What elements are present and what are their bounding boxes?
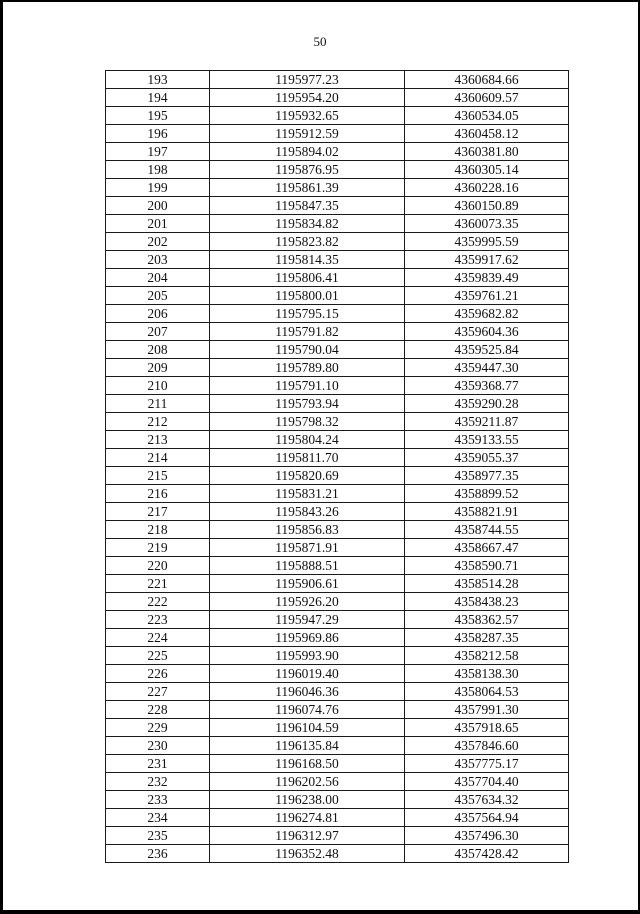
point-number-cell: 194 xyxy=(106,89,210,107)
x-coordinate-cell: 1195834.82 xyxy=(210,215,405,233)
y-coordinate-cell: 4357496.30 xyxy=(405,827,569,845)
point-number-cell: 203 xyxy=(106,251,210,269)
point-number-cell: 196 xyxy=(106,125,210,143)
x-coordinate-cell: 1195789.80 xyxy=(210,359,405,377)
x-coordinate-cell: 1196202.56 xyxy=(210,773,405,791)
point-number-cell: 198 xyxy=(106,161,210,179)
table-row xyxy=(106,89,569,107)
scan-border-left xyxy=(0,0,3,914)
table-row xyxy=(106,719,569,737)
x-coordinate-cell: 1195861.39 xyxy=(210,179,405,197)
point-number-cell: 232 xyxy=(106,773,210,791)
x-coordinate-cell: 1196352.48 xyxy=(210,845,405,863)
point-number-cell: 226 xyxy=(106,665,210,683)
y-coordinate-cell: 4359995.59 xyxy=(405,233,569,251)
x-coordinate-cell: 1195791.10 xyxy=(210,377,405,395)
point-number-cell: 219 xyxy=(106,539,210,557)
table-row xyxy=(106,377,569,395)
table-row xyxy=(106,413,569,431)
table-row xyxy=(106,701,569,719)
point-number-cell: 200 xyxy=(106,197,210,215)
x-coordinate-cell: 1195847.35 xyxy=(210,197,405,215)
table-row xyxy=(106,593,569,611)
point-number-cell: 213 xyxy=(106,431,210,449)
table-row xyxy=(106,251,569,269)
x-coordinate-cell: 1195831.21 xyxy=(210,485,405,503)
x-coordinate-cell: 1195969.86 xyxy=(210,629,405,647)
x-coordinate-cell: 1196238.00 xyxy=(210,791,405,809)
point-number-cell: 193 xyxy=(106,71,210,89)
x-coordinate-cell: 1195790.04 xyxy=(210,341,405,359)
x-coordinate-cell: 1195977.23 xyxy=(210,71,405,89)
y-coordinate-cell: 4359525.84 xyxy=(405,341,569,359)
point-number-cell: 224 xyxy=(106,629,210,647)
point-number-cell: 212 xyxy=(106,413,210,431)
point-number-cell: 227 xyxy=(106,683,210,701)
x-coordinate-cell: 1195947.29 xyxy=(210,611,405,629)
y-coordinate-cell: 4359761.21 xyxy=(405,287,569,305)
y-coordinate-cell: 4357704.40 xyxy=(405,773,569,791)
point-number-cell: 220 xyxy=(106,557,210,575)
table-row xyxy=(106,395,569,413)
table-row xyxy=(106,179,569,197)
point-number-cell: 211 xyxy=(106,395,210,413)
y-coordinate-cell: 4360684.66 xyxy=(405,71,569,89)
table-row xyxy=(106,287,569,305)
y-coordinate-cell: 4357991.30 xyxy=(405,701,569,719)
page-number: 50 xyxy=(313,34,327,49)
table-row xyxy=(106,809,569,827)
table-row xyxy=(106,665,569,683)
table-row xyxy=(106,197,569,215)
point-number-cell: 210 xyxy=(106,377,210,395)
x-coordinate-cell: 1195800.01 xyxy=(210,287,405,305)
point-number-cell: 214 xyxy=(106,449,210,467)
x-coordinate-cell: 1195954.20 xyxy=(210,89,405,107)
table-row xyxy=(106,233,569,251)
x-coordinate-cell: 1195912.59 xyxy=(210,125,405,143)
table-row xyxy=(106,485,569,503)
y-coordinate-cell: 4358138.30 xyxy=(405,665,569,683)
table-row xyxy=(106,449,569,467)
table-row xyxy=(106,467,569,485)
point-number-cell: 207 xyxy=(106,323,210,341)
x-coordinate-cell: 1196019.40 xyxy=(210,665,405,683)
x-coordinate-cell: 1195811.70 xyxy=(210,449,405,467)
point-number-cell: 202 xyxy=(106,233,210,251)
table-row xyxy=(106,521,569,539)
x-coordinate-cell: 1195876.95 xyxy=(210,161,405,179)
x-coordinate-cell: 1196104.59 xyxy=(210,719,405,737)
table-row xyxy=(106,431,569,449)
y-coordinate-cell: 4358438.23 xyxy=(405,593,569,611)
x-coordinate-cell: 1196312.97 xyxy=(210,827,405,845)
x-coordinate-cell: 1195820.69 xyxy=(210,467,405,485)
y-coordinate-cell: 4357846.60 xyxy=(405,737,569,755)
point-number-cell: 205 xyxy=(106,287,210,305)
point-number-cell: 223 xyxy=(106,611,210,629)
y-coordinate-cell: 4357918.65 xyxy=(405,719,569,737)
x-coordinate-cell: 1196135.84 xyxy=(210,737,405,755)
x-coordinate-cell: 1195894.02 xyxy=(210,143,405,161)
point-number-cell: 233 xyxy=(106,791,210,809)
table-row xyxy=(106,161,569,179)
table-row xyxy=(106,539,569,557)
y-coordinate-cell: 4357564.94 xyxy=(405,809,569,827)
y-coordinate-cell: 4360534.05 xyxy=(405,107,569,125)
x-coordinate-cell: 1195906.61 xyxy=(210,575,405,593)
point-number-cell: 216 xyxy=(106,485,210,503)
y-coordinate-cell: 4360458.12 xyxy=(405,125,569,143)
point-number-cell: 228 xyxy=(106,701,210,719)
y-coordinate-cell: 4359055.37 xyxy=(405,449,569,467)
y-coordinate-cell: 4360609.57 xyxy=(405,89,569,107)
x-coordinate-cell: 1195798.32 xyxy=(210,413,405,431)
point-number-cell: 197 xyxy=(106,143,210,161)
x-coordinate-cell: 1195888.51 xyxy=(210,557,405,575)
y-coordinate-cell: 4360073.35 xyxy=(405,215,569,233)
table-row xyxy=(106,107,569,125)
table-row xyxy=(106,845,569,863)
scan-border-top xyxy=(0,0,640,2)
table-row xyxy=(106,791,569,809)
y-coordinate-cell: 4358362.57 xyxy=(405,611,569,629)
point-number-cell: 225 xyxy=(106,647,210,665)
point-number-cell: 206 xyxy=(106,305,210,323)
point-number-cell: 218 xyxy=(106,521,210,539)
y-coordinate-cell: 4358064.53 xyxy=(405,683,569,701)
table-row xyxy=(106,215,569,233)
y-coordinate-cell: 4358667.47 xyxy=(405,539,569,557)
point-number-cell: 229 xyxy=(106,719,210,737)
y-coordinate-cell: 4359917.62 xyxy=(405,251,569,269)
table-row xyxy=(106,341,569,359)
x-coordinate-cell: 1195791.82 xyxy=(210,323,405,341)
table-row xyxy=(106,755,569,773)
y-coordinate-cell: 4358977.35 xyxy=(405,467,569,485)
point-number-cell: 215 xyxy=(106,467,210,485)
table-row xyxy=(106,323,569,341)
coordinates-table-body xyxy=(106,71,569,863)
point-number-cell: 208 xyxy=(106,341,210,359)
table-row xyxy=(106,827,569,845)
x-coordinate-cell: 1195823.82 xyxy=(210,233,405,251)
table-row xyxy=(106,557,569,575)
x-coordinate-cell: 1195926.20 xyxy=(210,593,405,611)
x-coordinate-cell: 1196168.50 xyxy=(210,755,405,773)
y-coordinate-cell: 4360228.16 xyxy=(405,179,569,197)
coordinates-table xyxy=(105,70,569,863)
point-number-cell: 209 xyxy=(106,359,210,377)
y-coordinate-cell: 4359211.87 xyxy=(405,413,569,431)
point-number-cell: 195 xyxy=(106,107,210,125)
table-row xyxy=(106,683,569,701)
point-number-cell: 236 xyxy=(106,845,210,863)
table-row xyxy=(106,737,569,755)
y-coordinate-cell: 4359839.49 xyxy=(405,269,569,287)
table-row xyxy=(106,269,569,287)
y-coordinate-cell: 4359290.28 xyxy=(405,395,569,413)
y-coordinate-cell: 4359604.36 xyxy=(405,323,569,341)
y-coordinate-cell: 4358744.55 xyxy=(405,521,569,539)
x-coordinate-cell: 1195993.90 xyxy=(210,647,405,665)
table-row xyxy=(106,305,569,323)
y-coordinate-cell: 4357428.42 xyxy=(405,845,569,863)
point-number-cell: 199 xyxy=(106,179,210,197)
y-coordinate-cell: 4357634.32 xyxy=(405,791,569,809)
point-number-cell: 235 xyxy=(106,827,210,845)
y-coordinate-cell: 4358821.91 xyxy=(405,503,569,521)
x-coordinate-cell: 1195793.94 xyxy=(210,395,405,413)
x-coordinate-cell: 1195814.35 xyxy=(210,251,405,269)
table-row xyxy=(106,143,569,161)
table-row xyxy=(106,773,569,791)
table-row xyxy=(106,125,569,143)
x-coordinate-cell: 1196274.81 xyxy=(210,809,405,827)
y-coordinate-cell: 4359133.55 xyxy=(405,431,569,449)
x-coordinate-cell: 1195806.41 xyxy=(210,269,405,287)
point-number-cell: 230 xyxy=(106,737,210,755)
y-coordinate-cell: 4357775.17 xyxy=(405,755,569,773)
x-coordinate-cell: 1195871.91 xyxy=(210,539,405,557)
point-number-cell: 221 xyxy=(106,575,210,593)
y-coordinate-cell: 4358514.28 xyxy=(405,575,569,593)
x-coordinate-cell: 1195804.24 xyxy=(210,431,405,449)
y-coordinate-cell: 4359447.30 xyxy=(405,359,569,377)
point-number-cell: 217 xyxy=(106,503,210,521)
table-row xyxy=(106,503,569,521)
point-number-cell: 231 xyxy=(106,755,210,773)
y-coordinate-cell: 4359368.77 xyxy=(405,377,569,395)
point-number-cell: 204 xyxy=(106,269,210,287)
y-coordinate-cell: 4358590.71 xyxy=(405,557,569,575)
table-row xyxy=(106,647,569,665)
x-coordinate-cell: 1195856.83 xyxy=(210,521,405,539)
table-row xyxy=(106,629,569,647)
table-row xyxy=(106,71,569,89)
y-coordinate-cell: 4360305.14 xyxy=(405,161,569,179)
table-row xyxy=(106,359,569,377)
x-coordinate-cell: 1195843.26 xyxy=(210,503,405,521)
y-coordinate-cell: 4358899.52 xyxy=(405,485,569,503)
y-coordinate-cell: 4358212.58 xyxy=(405,647,569,665)
table-row xyxy=(106,575,569,593)
point-number-cell: 222 xyxy=(106,593,210,611)
scan-border-bottom xyxy=(0,910,640,914)
table-row xyxy=(106,611,569,629)
y-coordinate-cell: 4360381.80 xyxy=(405,143,569,161)
point-number-cell: 234 xyxy=(106,809,210,827)
y-coordinate-cell: 4360150.89 xyxy=(405,197,569,215)
y-coordinate-cell: 4358287.35 xyxy=(405,629,569,647)
x-coordinate-cell: 1195932.65 xyxy=(210,107,405,125)
x-coordinate-cell: 1196046.36 xyxy=(210,683,405,701)
point-number-cell: 201 xyxy=(106,215,210,233)
y-coordinate-cell: 4359682.82 xyxy=(405,305,569,323)
x-coordinate-cell: 1195795.15 xyxy=(210,305,405,323)
x-coordinate-cell: 1196074.76 xyxy=(210,701,405,719)
